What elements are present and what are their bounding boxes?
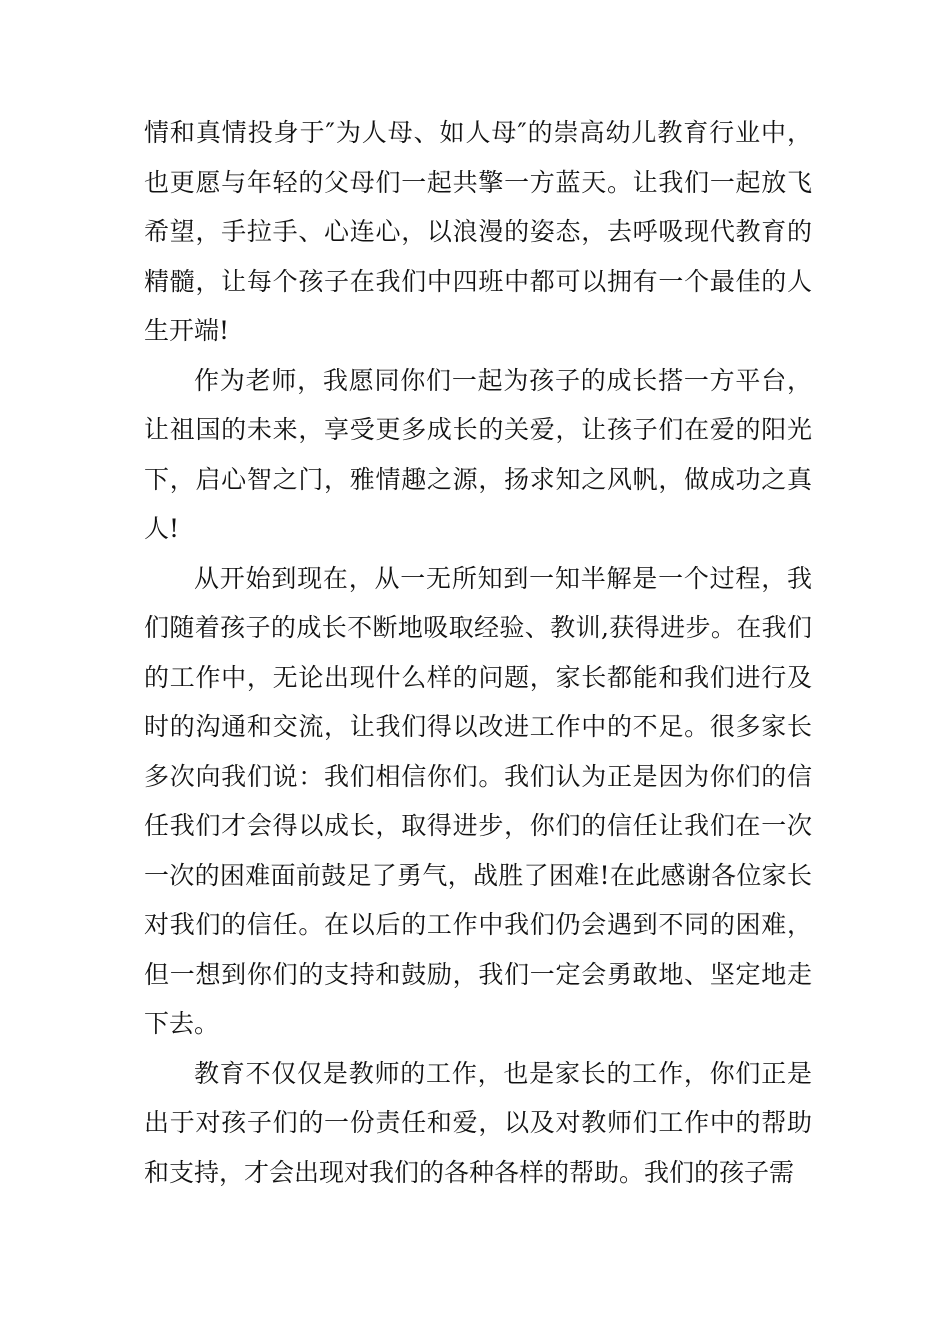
paragraph-education-responsibility: 教育不仅仅是教师的工作，也是家长的工作，你们正是出于对孩子们的一份责任和爱，以及对教师们工作中的帮助和支持，才会出现对我们的各种各样的帮助。我们的孩子需 — [144, 1058, 812, 1187]
paragraph-continuation: 情和真情投身于″为人母、如人母″的崇高幼儿教育行业中，也更愿与年轻的父母们一起共擎一方蓝天。让我们一起放飞希望，手拉手、心连心，以浪漫的姿态，去呼吸现代教育的精髓，让每个孩子在我们中四班中都可以拥有一个最佳的人生开端! — [144, 118, 812, 345]
paragraph-teacher-pledge: 作为老师，我愿同你们一起为孩子的成长搭一方平台，让祖国的未来，享受更多成长的关爱，让孩子们在爱的阳光下，启心智之门，雅情趣之源，扬求知之风帆，做成功之真人! — [144, 365, 812, 543]
paragraph-growth-process: 从开始到现在，从一无所知到一知半解是一个过程，我们随着孩子的成长不断地吸取经验、教训,获得进步。在我们的工作中，无论出现什么样的问题，家长都能和我们进行及时的沟通和交流，让我们得以改进工作中的不足。很多家长多次向我们说：我们相信你们。我们认为正是因为你们的信任我们才会得以成长，取得进步，你们的信任让我们在一次一次的困难面前鼓足了勇气，战胜了困难!在此感谢各位家长对我们的信任。在以后的工作中我们仍会遇到不同的困难，但一想到你们的支持和鼓励，我们一定会勇敢地、坚定地走下去。 — [144, 563, 812, 1038]
document-body — [144, 108, 812, 1197]
